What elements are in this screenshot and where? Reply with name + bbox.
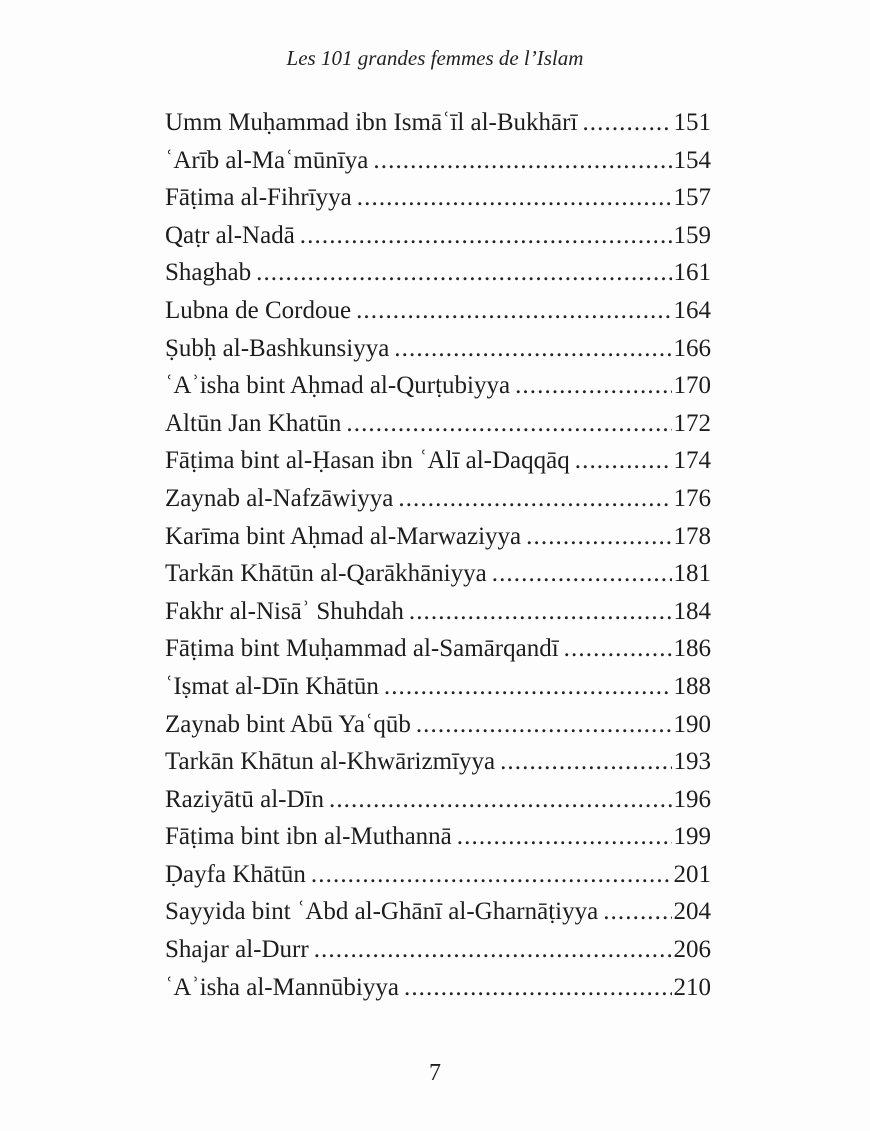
toc-entry-page: 164: [673, 296, 711, 324]
toc-entry-title: Qaṭr al-Nadā: [165, 221, 295, 249]
dot-leader: [416, 706, 672, 744]
dot-leader: [515, 367, 671, 405]
toc-entry-page: 176: [673, 484, 711, 512]
toc-entry: [165, 480, 711, 518]
toc-entry: [165, 630, 711, 668]
toc-entry: [165, 405, 711, 443]
toc-entry: [165, 518, 711, 556]
toc-entry: [165, 931, 711, 969]
toc-entry-page: 204: [673, 898, 711, 926]
toc-entry-title: Fāṭima bint Muḥammad al-Samārqandī: [165, 635, 559, 663]
dot-leader: [500, 743, 671, 781]
toc-entry: [165, 818, 711, 856]
dot-leader: [575, 442, 672, 480]
toc-entry: [165, 254, 711, 292]
toc-entry-title: Umm Muḥammad ibn Ismāʿīl al-Bukhārī: [165, 109, 578, 136]
toc-entry-page: 159: [673, 221, 711, 249]
toc-entry-page: 161: [673, 259, 711, 287]
toc-entry: [165, 217, 711, 255]
dot-leader: [373, 142, 671, 180]
toc-entry-title: Karīma bint Aḥmad al-Marwaziyya: [165, 522, 522, 550]
dot-leader: [582, 104, 671, 142]
toc-entry-page: 196: [673, 785, 711, 813]
page-number: 7: [429, 1060, 441, 1086]
dot-leader: [256, 254, 671, 292]
toc-entry-title: ʿAʾisha al-Mannūbiyya: [165, 973, 399, 1001]
dot-leader: [394, 330, 671, 368]
toc-entry-title: Tarkān Khātun al-Khwārizmīyya: [165, 748, 496, 776]
toc-entry: [165, 781, 711, 819]
toc-entry-title: Shaghab: [165, 259, 252, 287]
dot-leader: [356, 292, 671, 330]
toc-entry-title: Lubna de Cordoue: [165, 296, 352, 324]
dot-leader: [329, 781, 672, 819]
toc-entry-page: 193: [673, 748, 711, 776]
dot-leader: [603, 893, 671, 931]
toc-entry: [165, 555, 711, 593]
toc-entry: [165, 743, 711, 781]
toc-entry-page: 170: [673, 372, 711, 400]
toc-entry-page: 181: [673, 560, 711, 588]
toc-entry-title: Tarkān Khātūn al-Qarākhāniyya: [165, 560, 487, 588]
toc-entry-page: 151: [673, 109, 711, 136]
toc-entry-title: Sayyida bint ʿAbd al-Ghānī al-Gharnāṭiyya: [165, 898, 599, 926]
toc-entry: [165, 442, 711, 480]
dot-leader: [346, 405, 671, 443]
toc-entry-title: ʿArīb al-Maʿmūnīya: [165, 146, 369, 174]
dot-leader: [492, 555, 672, 593]
toc-entry: [165, 330, 711, 368]
toc-entry: [165, 179, 711, 217]
dot-leader: [357, 179, 672, 217]
dot-leader: [404, 969, 672, 1007]
toc-entry-title: Fakhr al-Nisāʾ Shuhdah: [165, 597, 404, 625]
toc-entry-title: ʿIṣmat al-Dīn Khātūn: [165, 672, 379, 700]
toc-entry-page: 201: [673, 860, 711, 888]
toc-entry-title: Ḍayfa Khātūn: [165, 860, 306, 888]
toc-entry-title: Shajar al-Durr: [165, 936, 309, 964]
toc-entry-title: Fāṭima al-Fihrīyya: [165, 184, 352, 212]
toc-entry-title: Zaynab al-Nafzāwiyya: [165, 484, 394, 512]
toc-entry: [165, 969, 711, 1007]
dot-leader: [398, 480, 671, 518]
toc-entry: [165, 668, 711, 706]
toc-entry: [165, 367, 711, 405]
running-header: Les 101 grandes femmes de l’Islam: [286, 46, 584, 70]
toc-entry-title: Ṣubḥ al-Bashkunsiyya: [165, 334, 390, 362]
toc-entry-title: ʿAʾisha bint Aḥmad al-Qurṭubiyya: [165, 372, 511, 400]
toc-entry-page: 157: [673, 184, 711, 212]
toc-entry-page: 172: [673, 409, 711, 437]
toc-entry-title: Altūn Jan Khatūn: [165, 409, 342, 437]
toc-entry-page: 190: [673, 710, 711, 738]
toc-entry-page: 206: [673, 936, 711, 964]
toc-entry: [165, 893, 711, 931]
toc-entry-page: 186: [673, 635, 711, 663]
toc-entry-title: Fāṭima bint ibn al-Muthannā: [165, 823, 452, 851]
toc-entry-page: 178: [673, 522, 711, 550]
toc-entry-page: 199: [673, 823, 711, 851]
toc-entry-page: 174: [673, 447, 711, 475]
toc-entry-page: 188: [673, 672, 711, 700]
toc-entry-page: 184: [673, 597, 711, 625]
dot-leader: [300, 217, 672, 255]
toc-entry-title: Fāṭima bint al-Ḥasan ibn ʿAlī al-Daqqāq: [165, 447, 570, 475]
toc-entry-page: 166: [673, 334, 711, 362]
toc-entry-page: 210: [673, 973, 711, 1001]
toc-entry: [165, 292, 711, 330]
dot-leader: [409, 593, 672, 631]
dot-leader: [311, 856, 672, 894]
toc-entry-title: Raziyātū al-Dīn: [165, 785, 324, 813]
dot-leader: [314, 931, 672, 969]
toc-entry-page: 154: [673, 146, 711, 174]
dot-leader: [526, 518, 671, 556]
toc-entry: [165, 593, 711, 631]
toc-entry: [165, 856, 711, 894]
toc-entry-title: Zaynab bint Abū Yaʿqūb: [165, 710, 411, 738]
dot-leader: [564, 630, 672, 668]
dot-leader: [384, 668, 672, 706]
toc-entry: [165, 142, 711, 180]
toc-entry: [165, 706, 711, 744]
dot-leader: [457, 818, 672, 856]
toc-entry: [165, 104, 711, 142]
table-of-contents: [165, 104, 711, 1006]
